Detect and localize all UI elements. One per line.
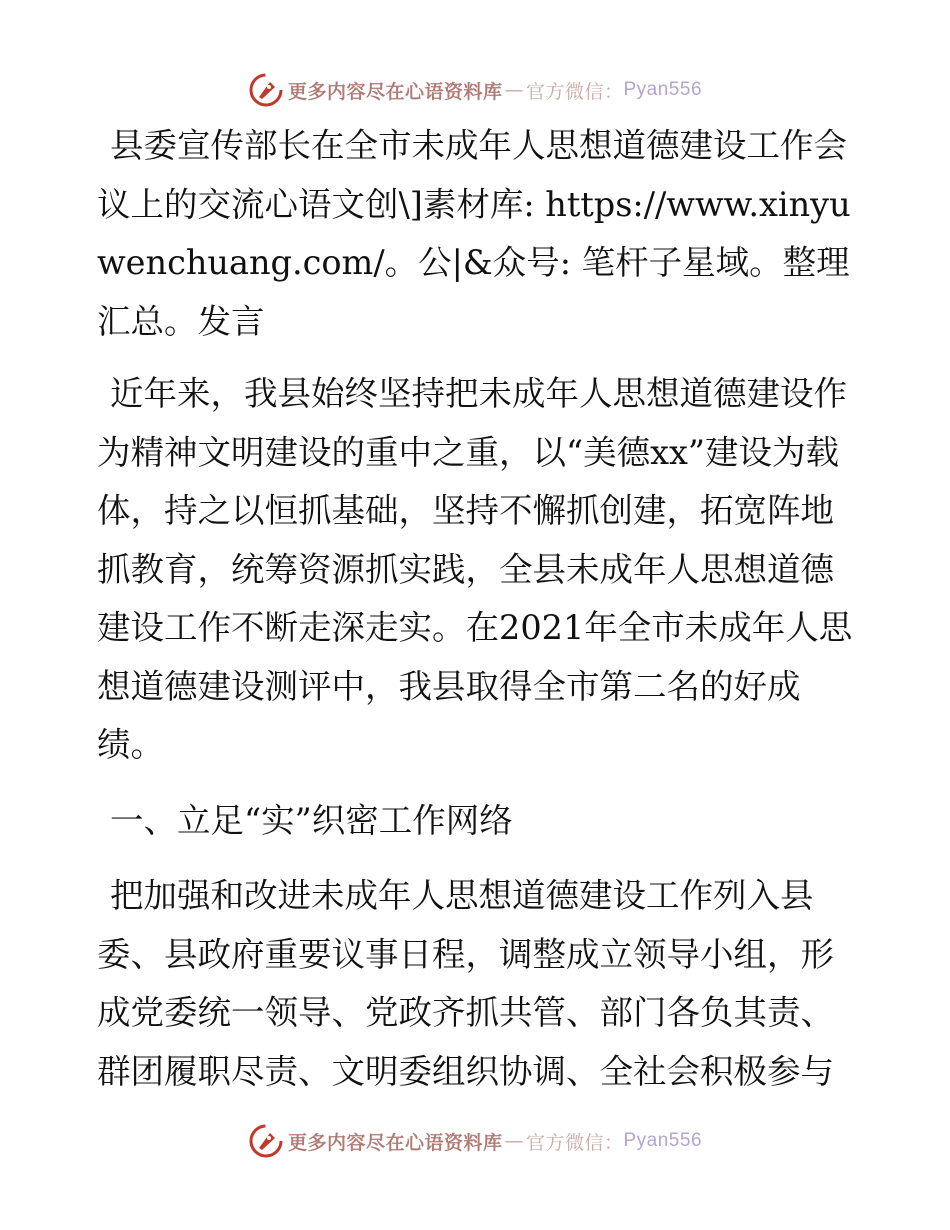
section-heading: 一、立足“实”织密工作网络 bbox=[110, 800, 513, 840]
banner-wechat-label: 官方微信： bbox=[525, 80, 624, 103]
banner-main-text: 更多内容尽在心语资料库 bbox=[287, 1131, 503, 1154]
header-watermark-banner bbox=[0, 70, 950, 110]
banner-separator: — bbox=[504, 1130, 524, 1152]
document-body bbox=[97, 117, 857, 1101]
banner-separator: — bbox=[504, 79, 524, 101]
pen-nib-icon bbox=[248, 1123, 284, 1159]
banner-main-text: 更多内容尽在心语资料库 bbox=[287, 80, 503, 103]
body-paragraph: 把加强和改进未成年人思想道德建设工作列入县委、县政府重要议事日程，调整成立领导小组，形成党委统一领导、党政齐抓共管、部门各负其责、群团履职尽责、文明委组织协调、全社会积极参与 bbox=[97, 876, 834, 1091]
document-title-paragraph: 县委宣传部长在全市未成年人思想道德建设工作会议上的交流心语文创\]素材库: https://www.xinyuwenchuang.com/。公|&众号: 笔杆子星域。整理汇总。发言 bbox=[97, 126, 851, 341]
intro-paragraph: 近年来，我县始终坚持把未成年人思想道德建设作为精神文明建设的重中之重，以“美德xx”建设为载体，持之以恒抓基础，坚持不懈抓创建，拓宽阵地抓教育，统筹资源抓实践，全县未成年人思想道德建设工作不断走深走实。在2021年全市未成年人思想道德建设测评中，我县取得全市第二名的好成绩。 bbox=[97, 374, 853, 764]
banner-wechat-id: Pyan556 bbox=[623, 79, 703, 100]
pen-nib-icon bbox=[248, 72, 284, 108]
footer-watermark-banner bbox=[0, 1121, 950, 1161]
banner-wechat-id: Pyan556 bbox=[623, 1130, 703, 1151]
banner-wechat-label: 官方微信： bbox=[525, 1131, 624, 1154]
